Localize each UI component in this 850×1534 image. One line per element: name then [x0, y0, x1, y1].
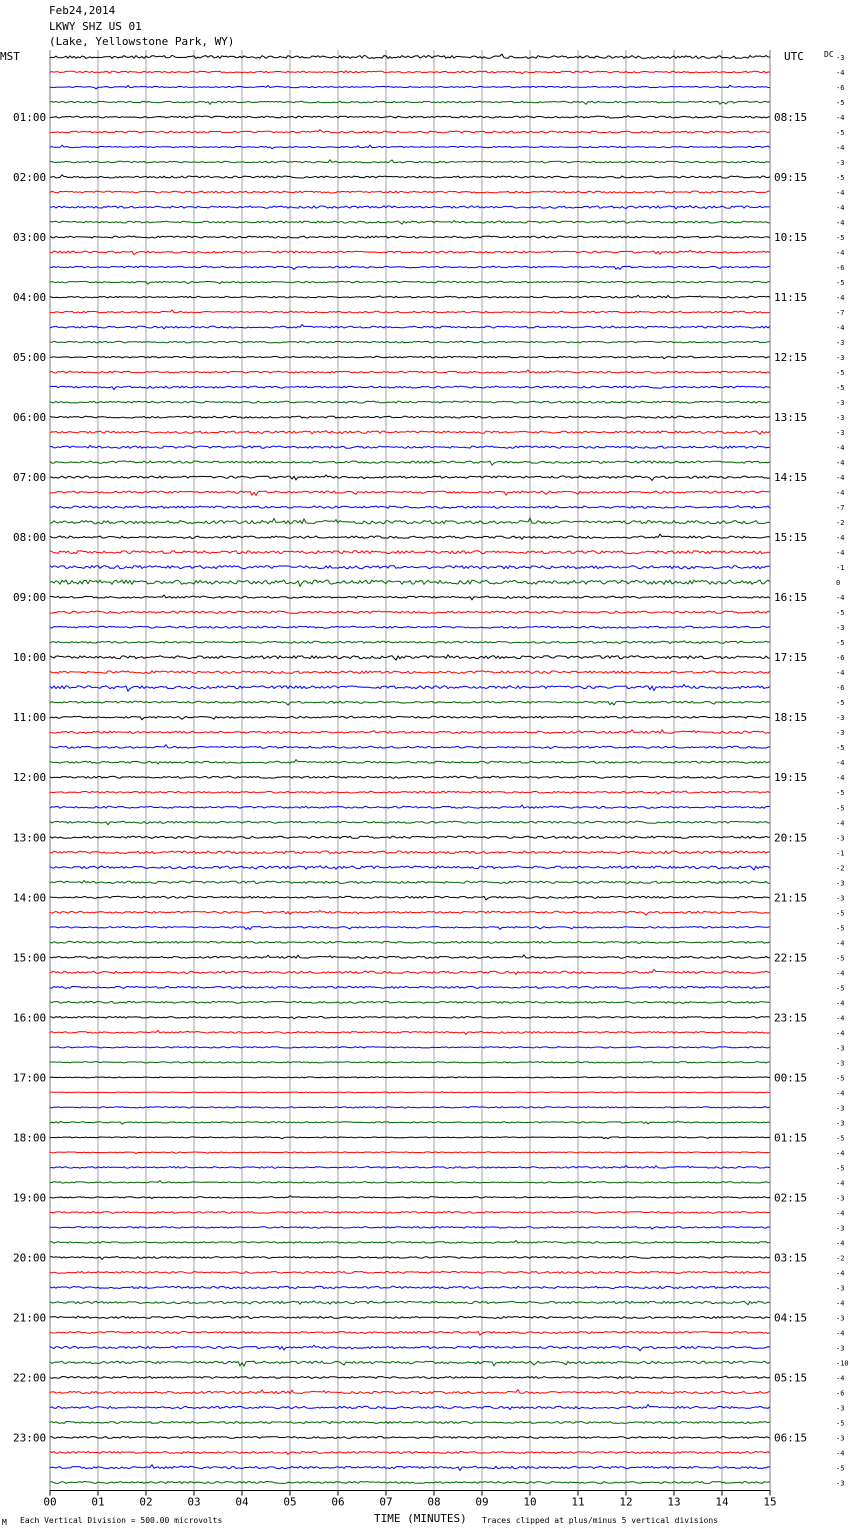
x-tick-label: 13 — [667, 1495, 681, 1509]
right-axis-label: UTC — [784, 50, 804, 63]
trace-line — [50, 475, 770, 481]
right-hour-label: 23:15 — [774, 1011, 808, 1025]
trace-line — [50, 1137, 770, 1139]
trace-line — [50, 356, 770, 358]
trace-line — [50, 54, 770, 58]
right-hour-label: 18:15 — [774, 711, 808, 725]
trace-line — [50, 1257, 770, 1260]
dc-offset-label: -3 — [836, 1284, 845, 1293]
trace-line — [50, 206, 770, 209]
trace-line — [50, 941, 770, 943]
trace-line — [50, 506, 770, 509]
right-hour-label: 12:15 — [774, 351, 808, 365]
dc-offset-label: -5 — [836, 954, 845, 963]
dc-offset-label: -4 — [836, 189, 845, 198]
dc-offset-label: -4 — [836, 1449, 845, 1458]
dc-offset-label: -3 — [836, 159, 845, 168]
trace-line — [50, 701, 770, 705]
right-hour-label: 21:15 — [774, 891, 808, 905]
trace-line — [50, 1031, 770, 1035]
left-hour-label: 20:00 — [13, 1251, 47, 1265]
left-hour-label: 14:00 — [13, 891, 47, 905]
dc-offset-label: -4 — [836, 1014, 845, 1023]
dc-offset-label: -4 — [836, 999, 845, 1008]
trace-line — [50, 221, 770, 225]
dc-offset-label: -7 — [836, 309, 845, 318]
trace-line — [50, 1390, 770, 1394]
dc-offset-label: -4 — [836, 294, 845, 303]
trace-line — [50, 310, 770, 313]
dc-label: DC — [824, 50, 834, 59]
trace-line — [50, 1452, 770, 1455]
trace-line — [50, 1301, 770, 1305]
trace-line — [50, 1047, 770, 1048]
trace-line — [50, 85, 770, 89]
left-hour-label: 21:00 — [13, 1311, 47, 1325]
x-tick-label: 03 — [187, 1495, 201, 1509]
trace-line — [50, 236, 770, 238]
trace-line — [50, 1271, 770, 1273]
x-tick-label: 00 — [43, 1495, 57, 1509]
trace-line — [50, 295, 770, 298]
left-hour-label: 04:00 — [13, 291, 47, 305]
trace-line — [50, 250, 770, 255]
trace-line — [50, 911, 770, 916]
dc-offset-label: -4 — [836, 69, 845, 78]
dc-offset-label: -4 — [836, 1329, 845, 1338]
dc-offset-label: 0 — [836, 579, 841, 588]
left-hour-label: 11:00 — [13, 711, 47, 725]
right-hour-label: 19:15 — [774, 771, 808, 785]
dc-offset-label: -4 — [836, 489, 845, 498]
right-hour-label: 04:15 — [774, 1311, 808, 1325]
right-hour-label: 03:15 — [774, 1251, 808, 1265]
trace-line — [50, 1212, 770, 1214]
dc-offset-label: -4 — [836, 819, 845, 828]
right-hour-label: 11:15 — [774, 291, 808, 305]
x-tick-label: 07 — [379, 1495, 393, 1509]
trace-line — [50, 1121, 770, 1124]
dc-offset-label: -5 — [836, 1164, 845, 1173]
right-hour-label: 16:15 — [774, 591, 808, 605]
x-axis-label: TIME (MINUTES) — [374, 1512, 467, 1525]
x-tick-label: 08 — [427, 1495, 441, 1509]
dc-offset-label: -5 — [836, 789, 845, 798]
dc-offset-label: -3 — [836, 54, 845, 62]
left-hour-label: 03:00 — [13, 231, 47, 245]
trace-line — [50, 491, 770, 495]
trace-line — [50, 325, 770, 329]
dc-offset-label: -4 — [836, 594, 845, 603]
trace-line — [50, 685, 770, 692]
dc-offset-label: -5 — [836, 744, 845, 753]
trace-line — [50, 160, 770, 163]
trace-line — [50, 401, 770, 403]
dc-offset-label: -4 — [836, 1299, 845, 1308]
dc-offset-label: -6 — [836, 1389, 845, 1398]
trace-line — [50, 730, 770, 734]
trace-line — [50, 1482, 770, 1484]
trace-line — [50, 1345, 770, 1350]
trace-line — [50, 130, 770, 133]
dc-offset-label: -5 — [836, 174, 845, 183]
trace-line — [50, 1332, 770, 1336]
left-hour-label: 12:00 — [13, 771, 47, 785]
trace-line — [50, 986, 770, 988]
dc-offset-label: -4 — [836, 219, 845, 228]
dc-offset-label: -4 — [836, 549, 845, 558]
dc-offset-label: -3 — [836, 339, 845, 348]
dc-offset-label: -5 — [836, 984, 845, 993]
x-tick-label: 04 — [235, 1495, 249, 1509]
trace-line — [50, 1001, 770, 1003]
right-hour-label: 10:15 — [774, 231, 808, 245]
dc-offset-label: -4 — [836, 144, 845, 153]
dc-offset-label: -3 — [836, 1044, 845, 1053]
dc-offset-label: -4 — [836, 939, 845, 948]
right-hour-label: 00:15 — [774, 1071, 808, 1085]
dc-offset-label: -4 — [836, 534, 845, 543]
header-station: LKWY SHZ US 01 — [49, 20, 142, 33]
dc-offset-label: -5 — [836, 99, 845, 108]
trace-line — [50, 1376, 770, 1378]
x-tick-label: 09 — [475, 1495, 489, 1509]
header-date: Feb24,2014 — [49, 4, 116, 17]
dc-offset-label: -5 — [836, 639, 845, 648]
trace-line — [50, 551, 770, 554]
trace-line — [50, 1152, 770, 1154]
dc-offset-label: -1 — [836, 564, 845, 573]
right-hour-label: 15:15 — [774, 531, 808, 545]
dc-offset-label: -3 — [836, 1224, 845, 1233]
trace-line — [50, 1107, 770, 1108]
trace-line — [50, 534, 770, 539]
dc-offset-label: -4 — [836, 204, 845, 213]
dc-offset-label: -4 — [836, 459, 845, 468]
dc-offset-label: -5 — [836, 369, 845, 378]
dc-offset-label: -3 — [836, 1479, 845, 1488]
trace-line — [50, 836, 770, 838]
dc-offset-label: -4 — [836, 1374, 845, 1383]
dc-offset-label: -5 — [836, 1074, 845, 1083]
dc-offset-label: -3 — [836, 624, 845, 633]
dc-offset-label: -5 — [836, 699, 845, 708]
trace-line — [50, 1196, 770, 1199]
x-tick-label: 14 — [715, 1495, 729, 1509]
trace-line — [50, 1077, 770, 1078]
trace-line — [50, 1017, 770, 1019]
right-hour-label: 09:15 — [774, 171, 808, 185]
trace-line — [50, 745, 770, 749]
left-hour-label: 16:00 — [13, 1011, 47, 1025]
left-hour-label: 02:00 — [13, 171, 47, 185]
left-hour-label: 22:00 — [13, 1371, 47, 1385]
trace-line — [50, 101, 770, 104]
trace-line — [50, 1166, 770, 1169]
dc-offset-label: -3 — [836, 1194, 845, 1203]
trace-line — [50, 1405, 770, 1410]
dc-offset-label: -6 — [836, 654, 845, 663]
trace-line — [50, 1465, 770, 1471]
trace-line — [50, 927, 770, 930]
left-hour-label: 09:00 — [13, 591, 47, 605]
trace-line — [50, 416, 770, 418]
left-hour-label: 17:00 — [13, 1071, 47, 1085]
dc-offset-label: -5 — [836, 609, 845, 618]
trace-line — [50, 1062, 770, 1063]
dc-offset-label: -4 — [836, 669, 845, 678]
trace-line — [50, 969, 770, 974]
trace-line — [50, 611, 770, 613]
right-hour-label: 20:15 — [774, 831, 808, 845]
trace-line — [50, 71, 770, 74]
trace-line — [50, 1227, 770, 1229]
dc-offset-label: -7 — [836, 504, 845, 513]
trace-line — [50, 341, 770, 343]
dc-offset-label: -5 — [836, 804, 845, 813]
dc-offset-label: -4 — [836, 249, 845, 258]
trace-line — [50, 805, 770, 808]
left-hour-label: 15:00 — [13, 951, 47, 965]
dc-offset-label: -4 — [836, 1179, 845, 1188]
right-hour-label: 01:15 — [774, 1131, 808, 1145]
left-hour-label: 07:00 — [13, 471, 47, 485]
trace-line — [50, 896, 770, 900]
dc-offset-label: -3 — [836, 1104, 845, 1113]
right-hour-label: 13:15 — [774, 411, 808, 425]
dc-offset-label: -4 — [836, 324, 845, 333]
trace-line — [50, 445, 770, 448]
right-hour-label: 22:15 — [774, 951, 808, 965]
x-tick-label: 11 — [571, 1495, 585, 1509]
trace-line — [50, 461, 770, 465]
trace-line — [50, 1092, 770, 1093]
right-hour-label: 02:15 — [774, 1191, 808, 1205]
trace-line — [50, 716, 770, 719]
x-tick-label: 15 — [763, 1495, 777, 1509]
trace-line — [50, 626, 770, 628]
right-hour-label: 06:15 — [774, 1431, 808, 1445]
trace-line — [50, 595, 770, 600]
corner-mark: M — [2, 1518, 7, 1527]
dc-offset-label: -1 — [836, 849, 845, 858]
dc-offset-label: -2 — [836, 864, 845, 873]
trace-line — [50, 1437, 770, 1439]
trace-line — [50, 955, 770, 958]
clip-note: Traces clipped at plus/minus 5 vertical divisions — [482, 1516, 719, 1525]
x-tick-label: 02 — [139, 1495, 153, 1509]
trace-line — [50, 881, 770, 884]
trace-line — [50, 1241, 770, 1244]
trace-line — [50, 1286, 770, 1288]
dc-offset-label: -6 — [836, 84, 845, 93]
dc-offset-label: -10 — [836, 1359, 849, 1368]
trace-line — [50, 116, 770, 118]
x-tick-label: 10 — [523, 1495, 537, 1509]
dc-offset-label: -4 — [836, 1149, 845, 1158]
right-hour-label: 08:15 — [774, 111, 808, 125]
dc-offset-label: -5 — [836, 1464, 845, 1473]
trace-line — [50, 431, 770, 435]
trace-line — [50, 776, 770, 778]
x-tick-label: 01 — [91, 1495, 105, 1509]
dc-offset-label: -5 — [836, 924, 845, 933]
trace-line — [50, 655, 770, 660]
dc-offset-label: -6 — [836, 684, 845, 693]
dc-offset-label: -4 — [836, 774, 845, 783]
trace-line — [50, 281, 770, 284]
dc-offset-label: -4 — [836, 1029, 845, 1038]
right-hour-label: 17:15 — [774, 651, 808, 665]
dc-offset-label: -6 — [836, 264, 845, 273]
dc-offset-label: -5 — [836, 129, 845, 138]
left-hour-label: 10:00 — [13, 651, 47, 665]
trace-line — [50, 1181, 770, 1184]
trace-line — [50, 386, 770, 389]
trace-line — [50, 175, 770, 178]
dc-offset-label: -4 — [836, 444, 845, 453]
dc-offset-label: -5 — [836, 909, 845, 918]
trace-line — [50, 1422, 770, 1424]
trace-line — [50, 791, 770, 794]
scale-note: Each Vertical Division = 500.00 microvolts — [20, 1516, 223, 1525]
trace-line — [50, 191, 770, 193]
header-location: (Lake, Yellowstone Park, WY) — [49, 35, 235, 48]
dc-offset-label: -4 — [836, 969, 845, 978]
trace-line — [50, 1361, 770, 1366]
left-hour-label: 13:00 — [13, 831, 47, 845]
dc-offset-label: -3 — [836, 1434, 845, 1443]
trace-line — [50, 145, 770, 149]
dc-offset-label: -5 — [836, 1134, 845, 1143]
dc-offset-label: -3 — [836, 429, 845, 438]
dc-offset-label: -2 — [836, 1254, 845, 1263]
dc-offset-label: -3 — [836, 399, 845, 408]
left-hour-label: 18:00 — [13, 1131, 47, 1145]
dc-offset-label: -3 — [836, 1059, 845, 1068]
dc-offset-label: -3 — [836, 894, 845, 903]
dc-offset-label: -3 — [836, 729, 845, 738]
trace-line — [50, 266, 770, 269]
dc-offset-label: -3 — [836, 1119, 845, 1128]
trace-line — [50, 851, 770, 854]
x-tick-label: 12 — [619, 1495, 633, 1509]
trace-line — [50, 566, 770, 569]
dc-offset-label: -4 — [836, 759, 845, 768]
trace-line — [50, 370, 770, 373]
right-hour-label: 05:15 — [774, 1371, 808, 1385]
dc-offset-label: -4 — [836, 114, 845, 123]
dc-offset-label: -4 — [836, 1209, 845, 1218]
dc-offset-label: -4 — [836, 1239, 845, 1248]
dc-offset-label: -4 — [836, 1269, 845, 1278]
trace-line — [50, 518, 770, 524]
dc-offset-label: -3 — [836, 1404, 845, 1413]
left-hour-label: 08:00 — [13, 531, 47, 545]
dc-offset-label: -3 — [836, 834, 845, 843]
trace-line — [50, 821, 770, 824]
dc-offset-label: -5 — [836, 1419, 845, 1428]
left-hour-label: 19:00 — [13, 1191, 47, 1205]
left-hour-label: 01:00 — [13, 111, 47, 125]
dc-offset-label: -3 — [836, 354, 845, 363]
dc-offset-label: -5 — [836, 234, 845, 243]
trace-line — [50, 1316, 770, 1319]
dc-offset-label: -5 — [836, 279, 845, 288]
dc-offset-label: -3 — [836, 1344, 845, 1353]
dc-offset-label: -3 — [836, 714, 845, 723]
trace-line — [50, 760, 770, 764]
x-tick-label: 05 — [283, 1495, 297, 1509]
dc-offset-label: -3 — [836, 1314, 845, 1323]
dc-offset-label: -2 — [836, 519, 845, 528]
trace-line — [50, 641, 770, 644]
left-axis-label: MST — [0, 50, 20, 63]
dc-offset-label: -5 — [836, 384, 845, 393]
trace-line — [50, 671, 770, 674]
trace-line — [50, 580, 770, 586]
left-hour-label: 05:00 — [13, 351, 47, 365]
x-tick-label: 06 — [331, 1495, 345, 1509]
dc-offset-label: -4 — [836, 1089, 845, 1098]
trace-line — [50, 866, 770, 870]
left-hour-label: 23:00 — [13, 1431, 47, 1445]
dc-offset-label: -4 — [836, 474, 845, 483]
dc-offset-label: -3 — [836, 414, 845, 423]
dc-offset-label: -3 — [836, 879, 845, 888]
left-hour-label: 06:00 — [13, 411, 47, 425]
right-hour-label: 14:15 — [774, 471, 808, 485]
